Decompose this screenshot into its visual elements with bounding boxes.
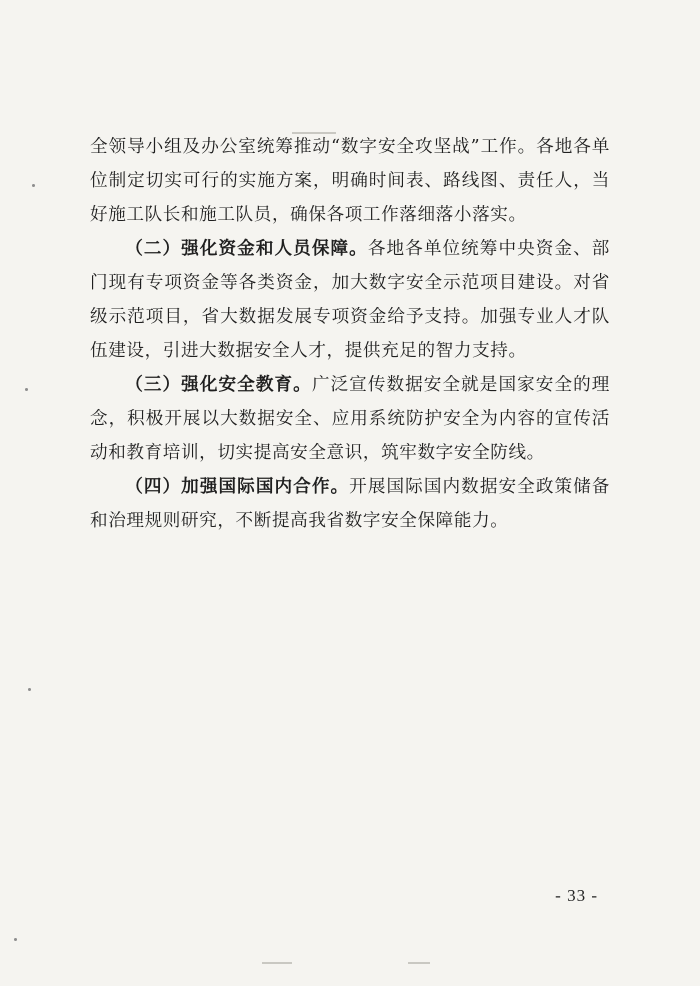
section-heading: （三）强化安全教育。 bbox=[125, 374, 312, 395]
paragraph-education bbox=[90, 368, 610, 470]
scan-mark-bottom bbox=[408, 962, 430, 964]
scan-dot bbox=[28, 688, 31, 691]
section-heading: （二）强化资金和人员保障。 bbox=[125, 238, 368, 259]
paragraph-text: 开展国际国内数据安全政策储备和治理规则研究，不断提高我省数字安全保障能力。 bbox=[90, 477, 611, 531]
paragraph-funding bbox=[90, 232, 610, 368]
scan-dot bbox=[32, 184, 35, 187]
paragraph-text: 全领导小组及办公室统筹推动“数字安全攻坚战”工作。各地各单位制定切实可行的实施方案，明确时间表、路线图、责任人，当好施工队长和施工队员，确保各项工作落细落小落实。 bbox=[90, 137, 610, 225]
paragraph-text: 各地各单位统筹中央资金、部门现有专项资金等各类资金，加大数字安全示范项目建设。对省级示范项目，省大数据发展专项资金给予支持。加强专业人才队伍建设，引进大数据安全人才，提供充足的智力支持。 bbox=[90, 239, 610, 361]
document-body bbox=[90, 130, 610, 538]
paragraph-cooperation bbox=[90, 470, 610, 538]
scan-dot bbox=[14, 938, 17, 941]
scan-mark-bottom bbox=[262, 962, 292, 964]
page-number: - 33 - bbox=[555, 886, 598, 905]
section-heading: （四）加强国际国内合作。 bbox=[125, 476, 350, 497]
paragraph-continued bbox=[90, 130, 610, 232]
scan-dot bbox=[25, 388, 28, 391]
paragraph-text: 广泛宣传数据安全就是国家安全的理念，积极开展以大数据安全、应用系统防护安全为内容的宣传活动和教育培训，切实提高安全意识，筑牢数字安全防线。 bbox=[90, 375, 610, 463]
